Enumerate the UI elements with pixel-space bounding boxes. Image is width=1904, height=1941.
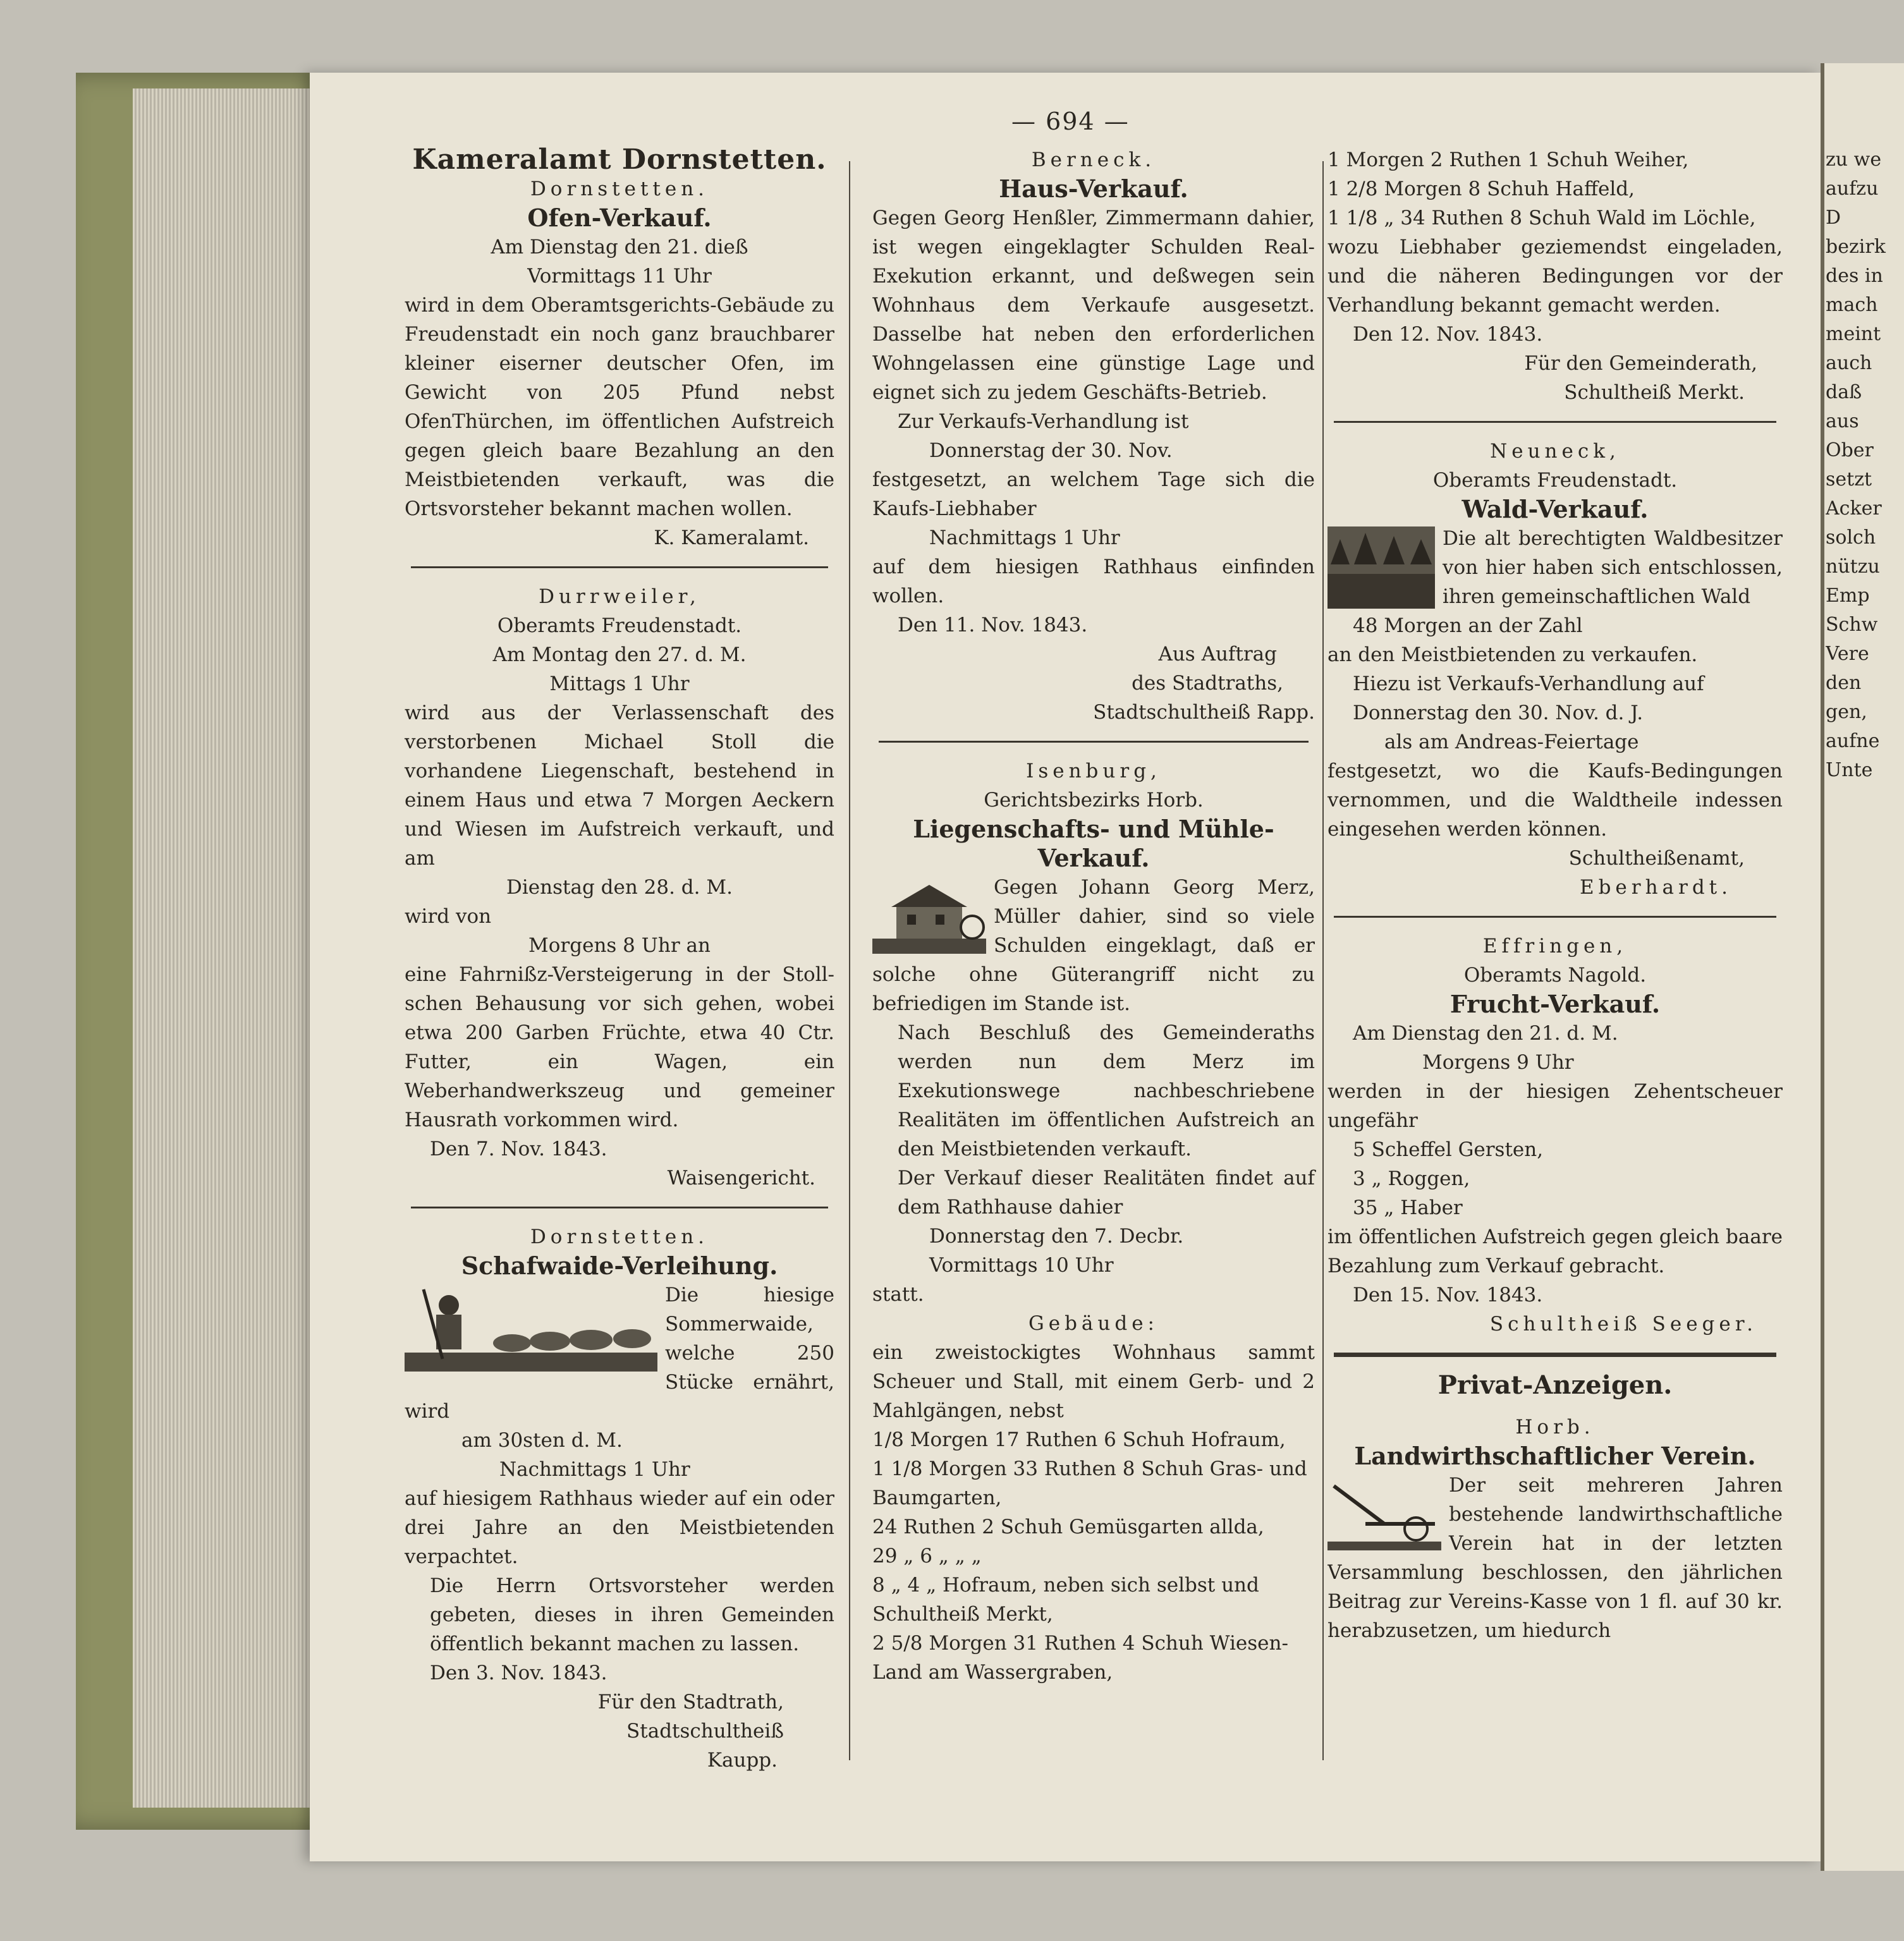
notice-line: wird von [405, 905, 492, 928]
notice-body: Die hiesige Sommerwaide, welche 250 Stücke ernährt, wird [405, 1284, 834, 1423]
notice-line: Donnerstag den 7. Decbr. [929, 1225, 1184, 1248]
column-rule [1322, 161, 1324, 1760]
notice-line: Dienstag den 28. d. M. [506, 876, 733, 899]
notice-oberamt: Oberamts Nagold. [1463, 964, 1647, 987]
notice-date: Den 7. Nov. 1843. [430, 1138, 607, 1160]
notice-title: Frucht-Verkauf. [1449, 990, 1661, 1018]
shepherd-illustration-icon [405, 1283, 657, 1378]
notice-signature: Für den Stadtrath, [597, 1691, 784, 1713]
page-edges [133, 88, 322, 1808]
facing-page-text: zu we aufzu D bezirk des in mach meint auch daß aus Ober setzt Acker solch nützu Emp Schw Vere den gen, aufne Unte [1826, 149, 1886, 781]
property-item: 1 1/8 „ 34 Ruthen 8 Schuh Wald im Löchle, [1327, 207, 1756, 229]
notice-line: statt. [872, 1283, 924, 1306]
notice-line: Vormittags 11 Uhr [527, 265, 712, 288]
property-item: 1 2/8 Morgen 8 Schuh Haffeld, [1327, 178, 1635, 200]
notice-place: Durrweiler, [539, 585, 700, 608]
notice-signature: Eberhardt. [1579, 876, 1732, 899]
notice-signature: Stadtschultheiß Rapp. [1093, 701, 1315, 724]
notice-place: Dornstetten. [530, 1226, 709, 1248]
mill-illustration-icon [872, 875, 986, 958]
notice-signature: Aus Auftrag [1158, 643, 1277, 666]
notice-date: Den 11. Nov. 1843. [898, 614, 1088, 636]
notice-court: Gerichtsbezirks Horb. [984, 789, 1204, 812]
grain-item: 35 „ Haber [1353, 1196, 1463, 1219]
notice-oberamt: Oberamts Freudenstadt. [497, 614, 742, 637]
column-1 [405, 145, 834, 1775]
notice-line: Donnerstag den 30. Nov. d. J. [1353, 702, 1644, 724]
notice-date: Den 12. Nov. 1843. [1353, 323, 1543, 346]
property-item: 24 Ruthen 2 Schuh Gemüsgarten allda, [872, 1516, 1264, 1538]
notice-subhead: Gebäude: [1028, 1312, 1159, 1335]
notice-date: Den 3. Nov. 1843. [430, 1662, 607, 1684]
notice-line: Morgens 8 Uhr an [528, 934, 711, 957]
notice-date: Den 15. Nov. 1843. [1353, 1284, 1543, 1306]
notice-body: wozu Liebhaber geziemendst eingeladen, und die näheren Bedingungen vor der Verhandlung bekannt gemacht werden. [1327, 236, 1783, 317]
section-header: Privat-Anzeigen. [1437, 1370, 1673, 1400]
divider [411, 566, 828, 568]
notice-place: Berneck. [1031, 149, 1156, 171]
notice-body: Der Verkauf dieser Realitäten findet auf dem Rathhause dahier [898, 1167, 1315, 1219]
notice-signature: Kaupp. [707, 1749, 778, 1772]
notice-title: Wald-Verkauf. [1462, 495, 1649, 523]
notice-line: Am Montag den 27. d. M. [492, 643, 747, 666]
notice-oberamt: Oberamts Freudenstadt. [1432, 469, 1678, 492]
column-2 [872, 145, 1315, 1687]
notice-body: Gegen Johann Georg Merz, Müller dahier, sind so viele Schulden eingeklagt, daß er solche ohne Güterangriff nicht zu befriedigen im Stande ist. [872, 876, 1315, 1015]
divider [1334, 1353, 1776, 1357]
section-header: Kameralamt Dornstetten. [412, 143, 827, 176]
divider [1334, 421, 1776, 423]
notice-body: wird aus der Verlassenschaft des verstorbenen Michael Stoll die vorhandene Liegenschaft, bestehend in einem Haus und etwa 7 Morgen Aeckern und Wiesen im Aufstreich verkauft, und am [405, 702, 834, 870]
notice-place: Isenburg, [1026, 760, 1161, 782]
notice-body: Nach Beschluß des Gemeinderaths werden nun dem Merz im Exekutionswege nachbeschriebene Realitäten im öffentlichen Aufstreich an den Meistbietenden verkauft. [898, 1021, 1315, 1160]
property-item: 1 1/8 Morgen 33 Ruthen 8 Schuh Gras- und Baumgarten, [872, 1457, 1307, 1509]
divider [1334, 916, 1776, 918]
property-item: 2 5/8 Morgen 31 Ruthen 4 Schuh Wiesen-Land am Wassergraben, [872, 1632, 1288, 1684]
notice-signature: Schultheißenamt, [1568, 847, 1745, 870]
notice-body: wird in dem Oberamtsgerichts-Gebäude zu Freudenstadt ein noch ganz brauchbarer kleiner eiserner deutscher Ofen, im Gewicht von 205 Pfund nebst OfenThürchen, im öffentlichen Aufstreich gegen gleich baare Bezahlung an den Meistbietenden verkauft, was die Ortsvorsteher bekannt machen wollen. [405, 294, 834, 520]
notice-line: Zur Verkaufs-Verhandlung ist [898, 410, 1189, 433]
divider [411, 1207, 828, 1208]
notice-line: Am Dienstag den 21. dieß [491, 236, 748, 259]
notice-line: am 30sten d. M. [461, 1429, 623, 1452]
notice-line: Morgens 9 Uhr [1422, 1051, 1574, 1074]
notice-body: auf hiesigem Rathhaus wieder auf ein oder drei Jahre an den Meistbietenden verpachtet. [405, 1487, 834, 1568]
property-item: 8 „ 4 „ Hofraum, neben sich selbst und Schultheiß Merkt, [872, 1574, 1259, 1626]
notice-body: im öffentlichen Aufstreich gegen gleich baare Bezahlung zum Verkauf gebracht. [1327, 1226, 1783, 1277]
notice-body: festgesetzt, an welchem Tage sich die Kaufs-Liebhaber [872, 468, 1315, 520]
notice-body: ein zweistockigtes Wohnhaus sammt Scheuer und Stall, mit einem Gerb- und 2 Mahlgängen, nebst [872, 1341, 1315, 1422]
column-3 [1327, 145, 1783, 1645]
notice-body: Gegen Georg Henßler, Zimmermann dahier, ist wegen eingeklagter Schulden Real-Exekution erkannt, und deßwegen sein Wohnhaus dem Verkaufe ausgesetzt. Dasselbe hat neben den erforderlichen Wohngelassen eine günstige Lage und eignet sich zu jedem Geschäfts-Betrieb. [872, 207, 1315, 404]
page-number: — 694 — [1011, 107, 1130, 135]
notice-line: Vormittags 10 Uhr [929, 1254, 1114, 1277]
notice-signature: Waisengericht. [667, 1167, 815, 1190]
notice-place: Neuneck, [1490, 440, 1620, 463]
notice-body: Der seit mehreren Jahren bestehende landwirthschaftliche Verein hat in der letzten Versammlung beschlossen, den jährlichen Beitrag zur Vereins-Kasse von 1 fl. auf 30 kr. herabzusetzen, um hiedurch [1327, 1474, 1783, 1642]
notice-signature: des Stadtraths, [1132, 672, 1283, 695]
notice-title: Haus-Verkauf. [999, 174, 1188, 203]
notice-line: Donnerstag der 30. Nov. [929, 439, 1173, 462]
notice-signature: Stadtschultheiß [626, 1720, 784, 1743]
plough-illustration-icon [1327, 1473, 1441, 1555]
notice-body: eine Fahrnißz-Versteigerung in der Stoll-schen Behausung vor sich gehen, wobei etwa 200 Garben Früchte, etwa 40 Ctr. Futter, ein Wagen, ein Weberhandwerkszeug und gemeiner Hausrath vorkommen wird. [405, 963, 834, 1131]
notice-body: festgesetzt, wo die Kaufs-Bedingungen vernommen, und die Waldtheile indessen eingesehen werden können. [1327, 760, 1783, 841]
notice-signature: Schultheiß Seeger. [1489, 1313, 1757, 1336]
notice-place: Horb. [1515, 1416, 1595, 1439]
notice-line: Nachmittags 1 Uhr [499, 1458, 690, 1481]
property-item: 1 Morgen 2 Ruthen 1 Schuh Weiher, [1327, 149, 1689, 171]
column-rule [849, 161, 850, 1760]
notice-body: werden in der hiesigen Zehentscheuer ungefähr [1327, 1080, 1783, 1132]
notice-body: auf dem hiesigen Rathhaus einfinden wollen. [872, 556, 1315, 607]
divider [879, 741, 1309, 743]
notice-signature: K. Kameralamt. [654, 526, 809, 549]
grain-item: 5 Scheffel Gersten, [1353, 1138, 1544, 1161]
notice-title: Landwirthschaftlicher Verein. [1354, 1442, 1756, 1470]
notice-place: Effringen, [1482, 935, 1628, 958]
notice-line: Hiezu ist Verkaufs-Verhandlung auf [1353, 672, 1704, 695]
property-item: 1/8 Morgen 17 Ruthen 6 Schuh Hofraum, [872, 1428, 1286, 1451]
notice-body: Die Herrn Ortsvorsteher werden gebeten, dieses in ihren Gemeinden öffentlich bekannt machen zu lassen. [430, 1574, 834, 1655]
notice-line: Mittags 1 Uhr [549, 672, 690, 695]
notice-line: Nachmittags 1 Uhr [929, 526, 1120, 549]
notice-place: Dornstetten. [530, 178, 709, 200]
notice-title: Schafwaide-Verleihung. [461, 1251, 778, 1280]
notice-title: Ofen-Verkauf. [527, 204, 712, 232]
grain-item: 3 „ Roggen, [1353, 1167, 1470, 1190]
notice-signature: Für den Gemeinderath, [1524, 352, 1757, 375]
property-item: 29 „ 6 „ „ „ [872, 1545, 982, 1567]
notice-line: an den Meistbietenden zu verkaufen. [1327, 643, 1698, 666]
notice-line: als am Andreas-Feiertage [1384, 731, 1639, 753]
notice-line: 48 Morgen an der Zahl [1353, 614, 1583, 637]
notice-title: Liegenschafts- und Mühle-Verkauf. [913, 815, 1274, 872]
notice-signature: Schultheiß Merkt. [1564, 381, 1745, 404]
notice-line: Am Dienstag den 21. d. M. [1353, 1022, 1618, 1045]
notice-body: Die alt berechtigten Waldbesitzer von hier haben sich entschlossen, ihren gemeinschaftlichen Wald [1443, 527, 1783, 608]
forest-illustration-icon [1327, 526, 1435, 609]
